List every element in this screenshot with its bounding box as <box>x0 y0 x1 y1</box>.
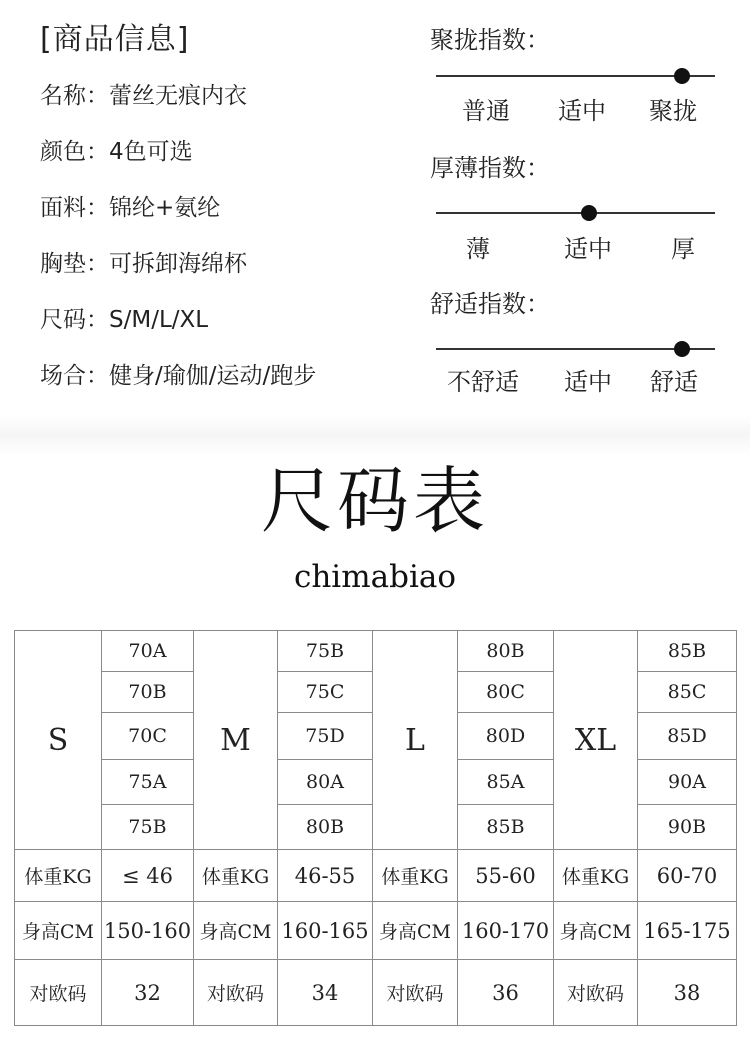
weight-row <box>15 850 737 902</box>
cup-cell: 75A <box>102 760 194 805</box>
cup-cell: 80C <box>458 672 554 713</box>
eu-size-value: 38 <box>638 960 737 1026</box>
weight-value: ≤ 46 <box>102 850 194 902</box>
eu-size-value: 34 <box>278 960 373 1026</box>
section-title: [商品信息] <box>40 22 190 57</box>
height-value: 150-160 <box>102 902 194 960</box>
index-label-high: 聚拢 <box>649 97 697 125</box>
eu-size-value: 36 <box>458 960 554 1026</box>
info-value: 锦纶+氨纶 <box>109 195 221 221</box>
size-label-m: M <box>194 631 278 850</box>
height-label: 身高CM <box>194 902 278 960</box>
cup-cell: 70B <box>102 672 194 713</box>
index-level-dot <box>674 68 690 84</box>
cup-cell: 75C <box>278 672 373 713</box>
info-value: 健身/瑜伽/运动/跑步 <box>109 363 317 389</box>
cup-cell: 85D <box>638 713 737 760</box>
index-level-dot <box>674 341 690 357</box>
product-info-list <box>40 80 316 416</box>
index-title: 聚拢指数： <box>430 26 550 54</box>
info-label: 胸垫： <box>40 251 109 277</box>
cup-cell: 70C <box>102 713 194 760</box>
cup-cell: 85B <box>638 631 737 672</box>
index-scale-line <box>436 212 715 214</box>
index-label-low: 薄 <box>466 235 490 263</box>
info-value: 蕾丝无痕内衣 <box>109 83 247 109</box>
eu-size-label: 对欧码 <box>15 960 102 1026</box>
size-table <box>14 630 737 1026</box>
weight-value: 60-70 <box>638 850 737 902</box>
cup-cell: 80D <box>458 713 554 760</box>
info-value: 4色可选 <box>109 139 193 165</box>
info-row-padding <box>40 248 316 304</box>
eu-size-label: 对欧码 <box>373 960 458 1026</box>
thickness-index <box>430 152 720 272</box>
cup-cell: 75B <box>102 805 194 850</box>
cup-row <box>15 631 737 672</box>
cup-cell: 90A <box>638 760 737 805</box>
index-title: 舒适指数： <box>430 290 550 318</box>
cup-cell: 75B <box>278 631 373 672</box>
info-row-fabric <box>40 192 316 248</box>
size-chart-title: 尺码表 <box>260 459 489 543</box>
index-title: 厚薄指数： <box>430 154 550 182</box>
push-up-index <box>430 24 720 134</box>
height-label: 身高CM <box>554 902 638 960</box>
cup-cell: 80B <box>278 805 373 850</box>
info-label: 尺码： <box>40 307 109 333</box>
info-label: 颜色： <box>40 139 109 165</box>
weight-label: 体重KG <box>15 850 102 902</box>
info-label: 名称： <box>40 83 109 109</box>
index-label-high: 舒适 <box>650 368 698 396</box>
cup-cell: 85B <box>458 805 554 850</box>
height-value: 165-175 <box>638 902 737 960</box>
eu-size-value: 32 <box>102 960 194 1026</box>
section-divider <box>0 415 750 455</box>
eu-size-label: 对欧码 <box>194 960 278 1026</box>
eu-size-row <box>15 960 737 1026</box>
comfort-index <box>430 288 720 408</box>
index-level-dot <box>581 205 597 221</box>
eu-size-label: 对欧码 <box>554 960 638 1026</box>
index-label-mid: 适中 <box>564 368 612 396</box>
size-label-l: L <box>373 631 458 850</box>
cup-cell: 75D <box>278 713 373 760</box>
cup-cell: 85A <box>458 760 554 805</box>
size-chart-subtitle: chimabiao <box>293 559 457 595</box>
info-row-color <box>40 136 316 192</box>
size-label-xl: XL <box>554 631 638 850</box>
height-label: 身高CM <box>15 902 102 960</box>
index-label-low: 普通 <box>462 97 510 125</box>
info-value: S/M/L/XL <box>109 307 209 333</box>
cup-cell: 90B <box>638 805 737 850</box>
weight-label: 体重KG <box>554 850 638 902</box>
index-label-low: 不舒适 <box>447 368 519 396</box>
cup-cell: 80B <box>458 631 554 672</box>
size-label-s: S <box>15 631 102 850</box>
index-label-high: 厚 <box>671 235 695 263</box>
weight-label: 体重KG <box>194 850 278 902</box>
info-label: 面料： <box>40 195 109 221</box>
info-label: 场合： <box>40 363 109 389</box>
index-label-mid: 适中 <box>558 97 606 125</box>
height-label: 身高CM <box>373 902 458 960</box>
info-row-size <box>40 304 316 360</box>
weight-value: 55-60 <box>458 850 554 902</box>
info-value: 可拆卸海绵杯 <box>109 251 247 277</box>
height-value: 160-165 <box>278 902 373 960</box>
info-row-occasion <box>40 360 316 416</box>
index-label-mid: 适中 <box>564 235 612 263</box>
info-row-name <box>40 80 316 136</box>
height-row <box>15 902 737 960</box>
height-value: 160-170 <box>458 902 554 960</box>
cup-cell: 85C <box>638 672 737 713</box>
cup-cell: 70A <box>102 631 194 672</box>
cup-cell: 80A <box>278 760 373 805</box>
weight-label: 体重KG <box>373 850 458 902</box>
weight-value: 46-55 <box>278 850 373 902</box>
